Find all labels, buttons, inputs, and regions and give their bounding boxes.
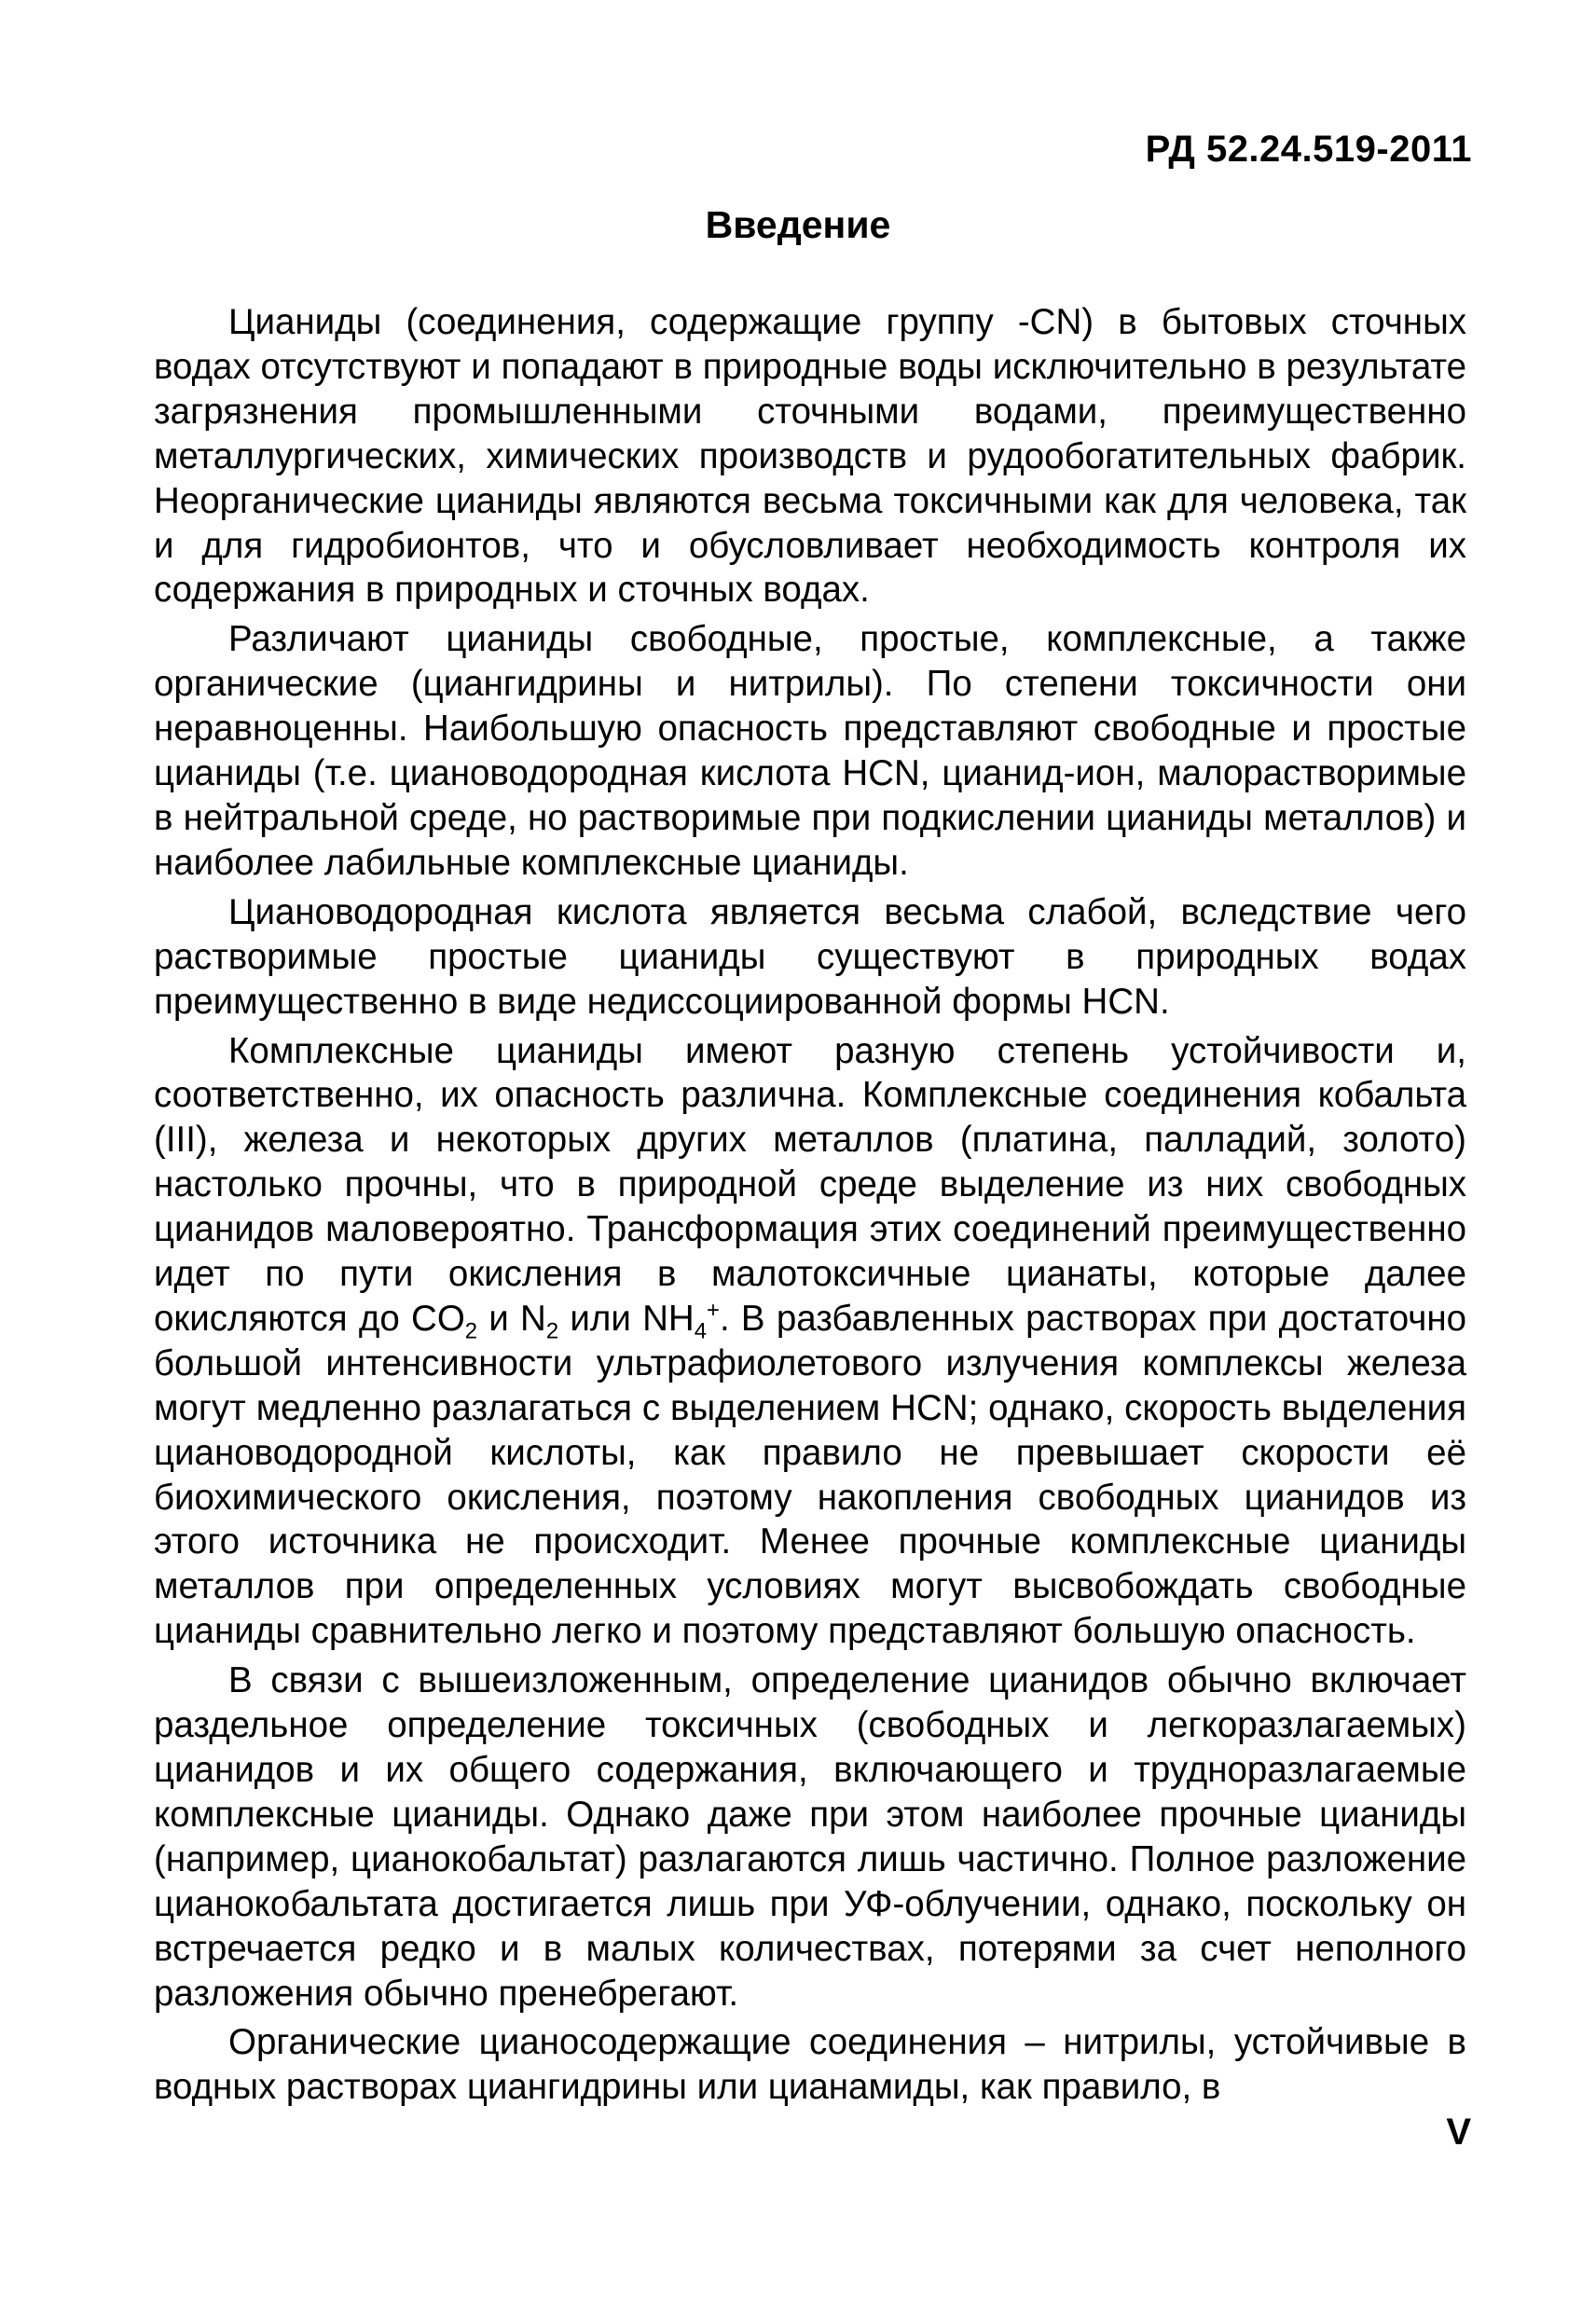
paragraph: В связи с вышеизложенным, определение цианидов обычно включает раздельное определение токсичных (свободных и легкоразлагаемых) цианидов и их общего содержания, включающего и трудноразлагаемые комплексные цианиды. Однако даже при этом наиболее прочные цианиды (например, цианокобальтат) разлагаются лишь частично. Полное разложение цианокобальтата достигается лишь при УФ-облучении, однако, поскольку он встречается редко и в малых количествах, потерями за счет неполного разложения обычно пренебрегают. (154, 1660, 1466, 2014)
paragraph-text-segment: и N (477, 1298, 546, 1339)
paragraph (154, 1029, 1466, 1655)
paragraph-text-segment: . В разбавленных растворах при достаточно большой интенсивности ультрафиолетового излучения комплексы железа могут медленно разлагаться с выделением HCN; однако, скорость выделения циановодородной кислоты, как правило не превышает скорости её биохимического окисления, поэтому накопления свободных цианидов из этого источника не происходит. Менее прочные комплексные цианиды металлов при определенных условиях могут высвобождать свободные цианиды сравнительно легко и поэтому представляют большую опасность. (154, 1298, 1467, 1652)
subscript: 2 (464, 1318, 478, 1344)
page-number: V (1446, 2112, 1471, 2153)
paragraph-text-segment: Комплексные цианиды имеют разную степень устойчивости и, соответственно, их опасность различна. Комплексные соединения кобальта (III), железа и некоторых других металлов (платина, палладий, золото) настолько прочны, что в природной среде выделение из них свободных цианидов маловероятно. Трансформация этих соединений преимущественно идет по пути окисления в малотоксичные цианаты, которые далее окисляются до CO (154, 1030, 1466, 1339)
section-title: Введение (705, 203, 891, 246)
superscript: + (707, 1298, 720, 1324)
paragraph: Различают цианиды свободные, простые, комплексные, а также органические (циангидрины и нитрилы). По степени токсичности они неравноценны. Наибольшую опасность представляют свободные и простые цианиды (т.е. циановодородная кислота HCN, цианид-ион, малорастворимые в нейтральной среде, но растворимые при подкислении цианиды металлов) и наиболее лабильные комплексные цианиды. (154, 619, 1466, 883)
paragraph-text-segment: или NH (558, 1298, 695, 1339)
document-code: РД 52.24.519-2011 (1145, 129, 1472, 170)
body-text (154, 300, 1466, 2114)
subscript: 4 (694, 1318, 708, 1344)
paragraph: Органические цианосодержащие соединения – нитрилы, устойчивые в водных растворах циангидрины или цианамиды, как правило, в (154, 2022, 1466, 2108)
paragraph: Циановодородная кислота является весьма слабой, вследствие чего растворимые простые цианиды существуют в природных водах преимущественно в виде недиссоциированной формы HCN. (154, 891, 1466, 1022)
paragraph: Цианиды (соединения, содержащие группу -CN) в бытовых сточных водах отсутствуют и попадают в природные воды исключительно в результате загрязнения промышленными сточными водами, преимущественно металлургических, химических производств и рудообогатительных фабрик. Неорганические цианиды являются весьма токсичными как для человека, так и для гидробионтов, что и обусловливает необходимость контроля их содержания в природных и сточных водах. (154, 302, 1466, 611)
subscript: 2 (545, 1318, 559, 1344)
